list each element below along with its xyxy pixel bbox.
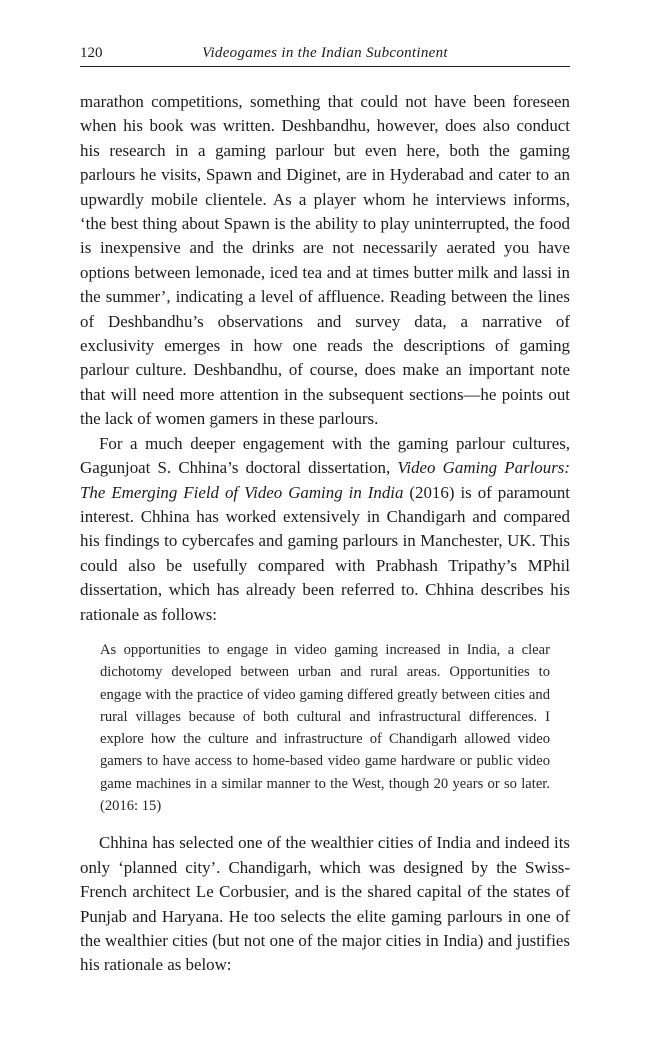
page-number: 120 <box>80 45 103 61</box>
paragraph-rest-text: (2016) is of paramount interest. Chhina has worked extensively in Chandigarh and compared his findings to cybercafes and gaming parlours in Manchester, UK. This could also be usefully compared with Prabhash Tripathy’s MPhil dissertation, which has already been referred to. Chhina describes his rationale as follows: <box>80 482 570 624</box>
running-header <box>80 44 570 67</box>
body-text <box>80 90 570 978</box>
paragraph-continuation: marathon competitions, something that could not have been foreseen when his book was written. Deshbandhu, however, does also conduct his research in a gaming parlour but even here, both the gaming parlours he visits, Spawn and Diginet, are in Hyderabad and cater to an upwardly mobile clientele. As a player whom he interviews informs, ‘the best thing about Spawn is the ability to play uninterrupted, the food is inexpensive and the drinks are not necessarily aerated you have options between lemonade, iced tea and at times butter milk and lassi in the summer’, indicating a level of affluence. Reading between the lines of Deshbandhu’s observations and survey data, a narrative of exclusivity emerges in how one reads the descriptions of gaming parlour culture. Deshbandhu, of course, does make an important note that will need more attention in the subsequent sections—he points out the lack of women gamers in these parlours. <box>80 92 570 429</box>
block-quote: As opportunities to engage in video gaming increased in India, a clear dichotomy developed between urban and rural areas. Opportunities to engage with the practice of video gaming differed greatly between cities and rural villages because of both cultural and infrastructural differences. I explore how the culture and infrastructure of Chandigarh allowed video gamers to have access to home-based video game hardware or public video game machines in a similar manner to the West, though 20 years or so later. (2016: 15) <box>100 641 550 815</box>
dissertation-title: Video Gaming Parlours: The Emerging Field of Video Gaming in India <box>80 458 570 502</box>
paragraph-lead-text: For a much deeper engagement with the gaming parlour cultures, Gagunjoat S. Chhina’s doctoral dissertation, <box>80 433 570 478</box>
paragraph-chandigarh: Chhina has selected one of the wealthier cities of India and indeed its only ‘planned city’. Chandigarh, which was designed by the Swiss-French architect Le Corbusier, and is the shared capital of the states of Punjab and Haryana. He too selects the elite gaming parlours in one of the wealthier cities (but not one of the major cities in India) and justifies his rationale as below: <box>80 833 570 975</box>
paragraph-chhina-dissertation <box>80 432 570 627</box>
book-title: Videogames in the Indian Subcontinent <box>202 45 448 61</box>
